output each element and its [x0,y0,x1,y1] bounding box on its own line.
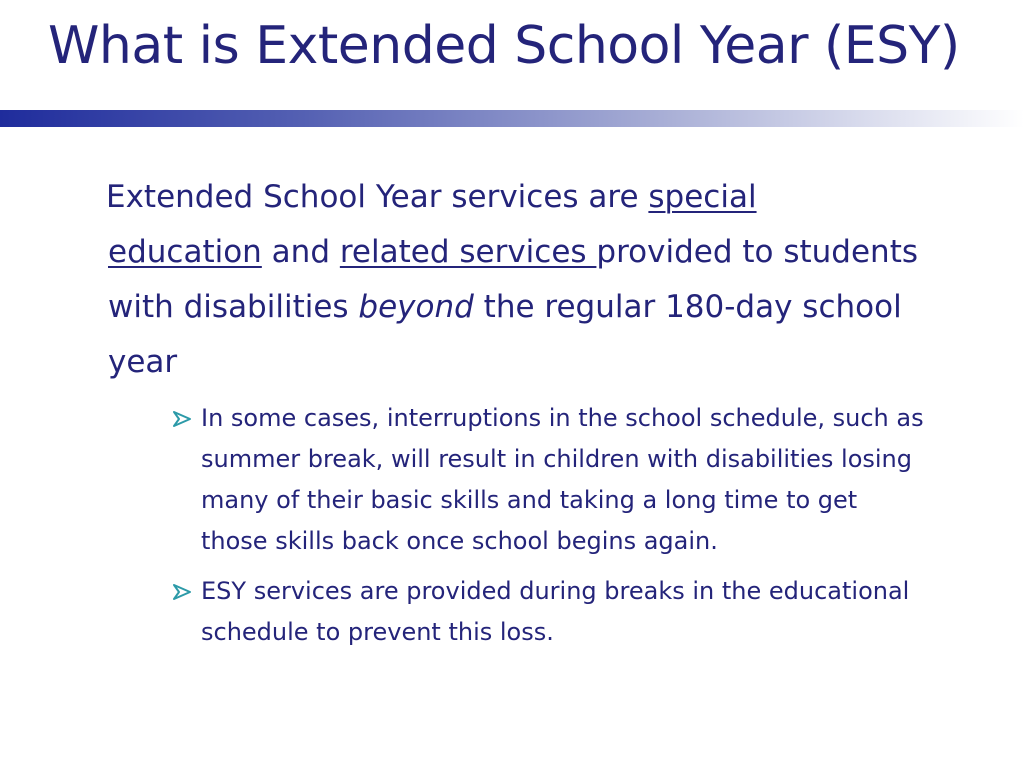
main-paragraph-text: the regular 180-day school year [108,289,902,380]
main-paragraph [108,170,918,390]
beyond-emphasis: beyond [358,289,474,325]
bullet-text: In some cases, interruptions in the school schedule, such as summer break, will result in children with disabilities losing many of their basic skills and taking a long time to get those skills back once school begins again. [201,404,924,555]
main-paragraph-text: and [261,234,340,270]
bullet-item [170,571,930,653]
bullet-text: ESY services are provided during breaks in the educational schedule to prevent this loss. [201,577,910,646]
arrow-bullet-icon [172,571,196,612]
main-paragraph-text: Extended School Year services are [106,179,649,215]
related-services-link[interactable]: related services [339,234,597,270]
slide-title: What is Extended School Year (ESY) [48,16,960,76]
bullet-item [170,398,930,562]
arrow-bullet-icon [172,398,196,439]
main-paragraph-text: provided to students with disabilities [108,234,919,325]
bullet-list [170,398,930,662]
special-education-link[interactable]: special education [108,179,757,270]
